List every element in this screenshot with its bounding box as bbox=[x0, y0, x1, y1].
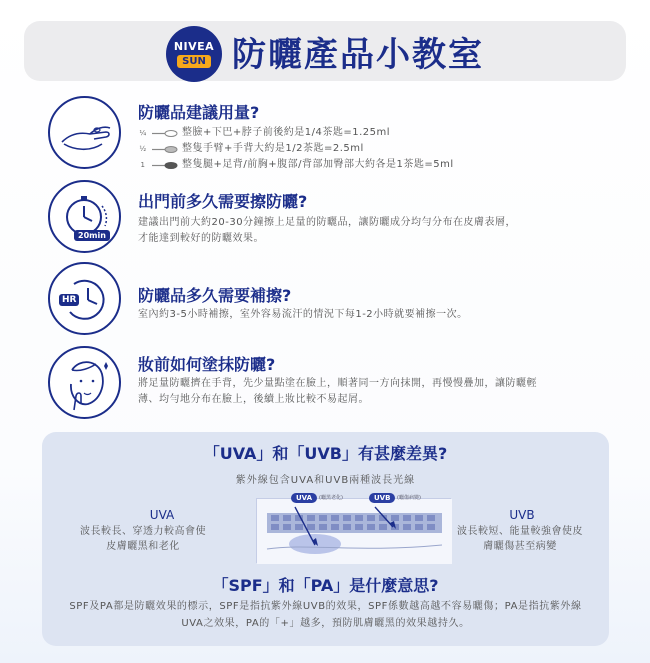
section-title: 防曬品多久需要補擦? bbox=[138, 286, 292, 305]
section-reapply bbox=[48, 262, 608, 342]
uvb-label: UVB bbox=[509, 508, 535, 522]
uva-uvb-title: 「UVA」和「UVB」有甚麼差異? bbox=[203, 444, 448, 463]
uv-comparison-panel bbox=[42, 432, 609, 646]
logo-text-bottom: SUN bbox=[177, 55, 211, 68]
section-title: 出門前多久需要擦防曬? bbox=[138, 192, 308, 211]
dosage-row bbox=[138, 157, 454, 173]
hour-badge: HR bbox=[59, 294, 79, 306]
face-applying-icon bbox=[48, 346, 121, 419]
nivea-sun-logo bbox=[166, 26, 222, 82]
time-badge: 20min bbox=[74, 230, 110, 241]
clock-icon bbox=[48, 262, 121, 335]
dosage-row bbox=[138, 125, 454, 141]
header-banner bbox=[24, 21, 626, 81]
dosage-row bbox=[138, 141, 454, 157]
uv-skin-diagram bbox=[256, 494, 451, 563]
uva-tag: UVA bbox=[291, 493, 317, 503]
fraction-label: 1 bbox=[140, 161, 146, 169]
uvb-tag-desc: (曬傷病變) bbox=[397, 495, 421, 501]
hand-cream-icon bbox=[48, 96, 121, 169]
fraction-label: ¼ bbox=[139, 129, 147, 137]
page-title: 防曬產品小教室 bbox=[232, 34, 484, 75]
uvb-tag: UVB bbox=[369, 493, 395, 503]
spoon-icon bbox=[152, 162, 178, 169]
spf-pa-title: 「SPF」和「PA」是什麼意思? bbox=[212, 576, 439, 595]
uv-subtitle: 紫外線包含UVA和UVB兩種波長光線 bbox=[235, 475, 416, 486]
dosage-text: 整臉+下巴+脖子前後約是1/4茶匙=1.25ml bbox=[182, 127, 391, 138]
uvb-description: 波長較短、能量較強會使皮膚曬傷甚至病變 bbox=[457, 526, 583, 552]
section-before-makeup bbox=[48, 346, 608, 426]
section-text: 室內約3-5小時補擦，室外容易流汗的情況下每1-2小時就要補擦一次。 bbox=[138, 309, 468, 320]
uva-description: 波長較長、穿透力較高會使皮膚曬黑和老化 bbox=[80, 526, 206, 552]
uva-tag-desc: (曬黑老化) bbox=[319, 495, 343, 501]
logo-text-top: NIVEA bbox=[173, 40, 215, 53]
stopwatch-icon bbox=[48, 180, 121, 253]
uva-label: UVA bbox=[149, 508, 175, 522]
spf-pa-text: SPF及PA都是防曬效果的標示，SPF是指抗紫外線UVB的效果，SPF係數越高越不容易曬傷；PA是指抗紫外線UVA之效果，PA的「+」越多，預防肌膚曬黑的效果越持久。 bbox=[69, 601, 582, 629]
section-before-going-out bbox=[48, 180, 608, 260]
section-dosage bbox=[48, 96, 608, 176]
section-title: 妝前如何塗抹防曬? bbox=[138, 355, 276, 374]
section-text: 將足量防曬擠在手背，先少量點塗在臉上，順著同一方向抹開，再慢慢疊加，讓防曬輕薄、均勻地分布在臉上，後續上妝比較不易起屑。 bbox=[138, 378, 537, 405]
section-text: 建議出門前大約20-30分鐘擦上足量的防曬品，讓防曬成分均勻分布在皮膚表層，才能達到較好的防曬效果。 bbox=[138, 217, 517, 244]
dosage-text: 整隻腿+足背/前胸+腹部/背部加臀部大約各是1茶匙=5ml bbox=[182, 159, 454, 170]
spoon-icon bbox=[152, 146, 178, 153]
spoon-icon bbox=[152, 130, 178, 137]
dosage-text: 整隻手臂+手背大約是1/2茶匙=2.5ml bbox=[182, 143, 364, 154]
fraction-label: ½ bbox=[139, 145, 147, 153]
dosage-list bbox=[138, 125, 454, 173]
section-title: 防曬品建議用量? bbox=[138, 103, 260, 122]
